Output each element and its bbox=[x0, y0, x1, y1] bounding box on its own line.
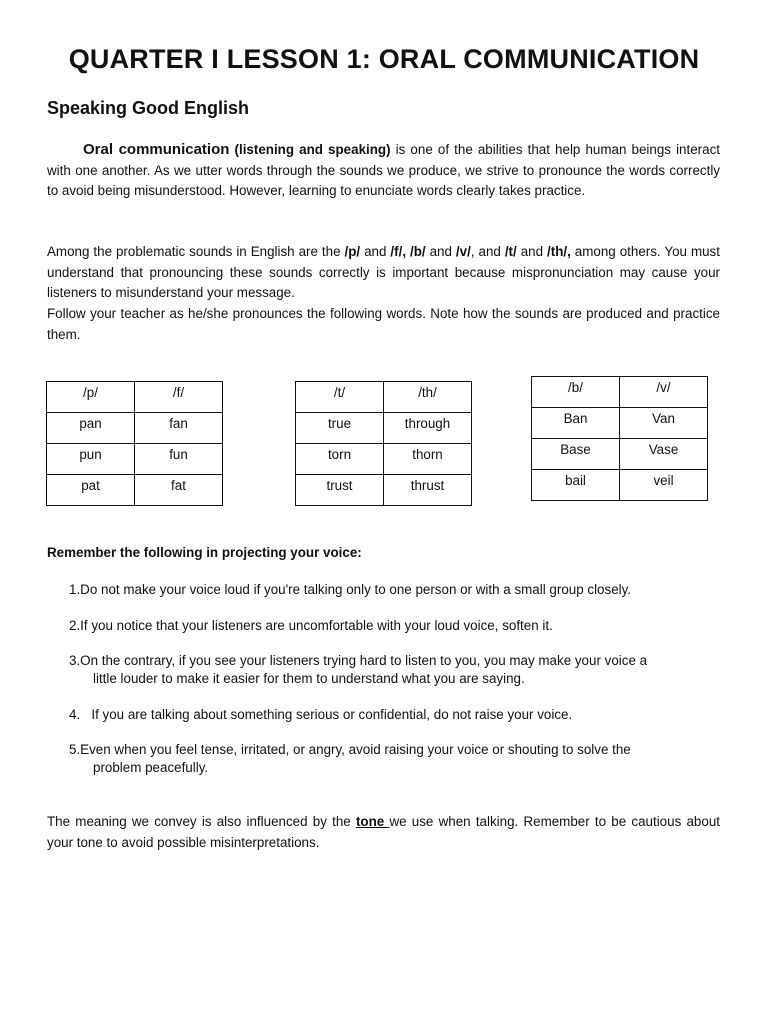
table-cell: torn bbox=[296, 444, 384, 475]
sound-table-t-th bbox=[295, 381, 472, 506]
table-cell: bail bbox=[532, 470, 620, 501]
tone-term: tone bbox=[355, 814, 390, 829]
table-header-cell: /v/ bbox=[620, 377, 708, 408]
table-cell: true bbox=[296, 413, 384, 444]
table-cell: pat bbox=[47, 475, 135, 506]
table-cell: fat bbox=[135, 475, 223, 506]
table-header-cell: /th/ bbox=[384, 382, 472, 413]
list-text: Even when you feel tense, irritated, or angry, avoid raising your voice or shouting to solve the bbox=[80, 742, 631, 757]
table-row bbox=[47, 475, 223, 506]
table-cell: through bbox=[384, 413, 472, 444]
table-row bbox=[532, 439, 708, 470]
table-cell: Van bbox=[620, 408, 708, 439]
section-heading: Speaking Good English bbox=[47, 98, 250, 118]
table-header-cell: /f/ bbox=[135, 382, 223, 413]
table-row bbox=[532, 408, 708, 439]
list-number: 3. bbox=[69, 653, 81, 668]
table-row bbox=[47, 413, 223, 444]
table-cell: Base bbox=[532, 439, 620, 470]
list-item bbox=[69, 581, 719, 599]
list-text-continued: little louder to make it easier for them to understand what you are saying. bbox=[93, 671, 525, 686]
tone-paragraph: The meaning we convey is also influenced by the tone we use when talking. Remember to be cautious about your tone to avoid possible misinterpretations. bbox=[47, 814, 720, 850]
sound-th: /th/, bbox=[547, 244, 571, 259]
list-number: 4. bbox=[69, 707, 81, 722]
list-item bbox=[69, 706, 719, 724]
table-cell: fan bbox=[135, 413, 223, 444]
list-item bbox=[69, 741, 719, 777]
list-text: If you are talking about something serious or confidential, do not raise your voice. bbox=[91, 707, 573, 722]
table-row bbox=[296, 413, 472, 444]
list-number: 5. bbox=[69, 742, 81, 757]
list-text: Do not make your voice loud if you're talking only to one person or with a small group closely. bbox=[80, 582, 632, 597]
sound-table-b-v bbox=[531, 376, 708, 501]
table-cell: Vase bbox=[620, 439, 708, 470]
list-number: 1. bbox=[69, 582, 81, 597]
table-cell: thrust bbox=[384, 475, 472, 506]
intro-paragraph bbox=[47, 140, 720, 202]
lead-term: Oral communication bbox=[83, 141, 230, 158]
sound-p: /p/ bbox=[344, 244, 361, 259]
table-cell: veil bbox=[620, 470, 708, 501]
list-item bbox=[69, 652, 719, 688]
table-cell: Ban bbox=[532, 408, 620, 439]
sounds-paragraph: Among the problematic sounds in English are the /p/ and /f/, /b/ and /v/, and /t/ and /th/, among others. You must understand that pronouncing these sounds correctly is important because mispronunciation may cause your listeners to misunderstand your message. bbox=[47, 244, 720, 301]
table-cell: trust bbox=[296, 475, 384, 506]
table-row bbox=[47, 444, 223, 475]
table-header-cell: /p/ bbox=[47, 382, 135, 413]
sound-v: /v/ bbox=[455, 244, 471, 259]
table-header-row bbox=[532, 377, 708, 408]
table-row bbox=[532, 470, 708, 501]
page-title: QUARTER I LESSON 1: ORAL COMMUNICATION bbox=[68, 44, 700, 74]
sound-t: /t/ bbox=[504, 244, 517, 259]
table-cell: pun bbox=[47, 444, 135, 475]
reminder-heading: Remember the following in projecting your voice: bbox=[47, 545, 362, 560]
intro-text: is one of the abilities that help human beings interact with one another. As we utter words through the sounds we produce, we strive to pronounce the words correctly to avoid being misunderstood. However, learning to enunciate words clearly takes practice. bbox=[47, 142, 720, 199]
table-header-cell: /b/ bbox=[532, 377, 620, 408]
list-text: If you notice that your listeners are uncomfortable with your loud voice, soften it. bbox=[80, 618, 553, 633]
instruction-paragraph: Follow your teacher as he/she pronounces the following words. Note how the sounds are produced and practice them. bbox=[47, 306, 720, 342]
list-text: On the contrary, if you see your listeners trying hard to listen to you, you may make your voice a bbox=[80, 653, 648, 668]
lead-parenthetical: (listening and speaking) bbox=[234, 142, 391, 157]
table-cell: pan bbox=[47, 413, 135, 444]
table-cell: thorn bbox=[384, 444, 472, 475]
table-header-row bbox=[47, 382, 223, 413]
list-text-continued: problem peacefully. bbox=[93, 760, 209, 775]
sound-f-b: /f/, /b/ bbox=[390, 244, 426, 259]
list-number: 2. bbox=[69, 618, 81, 633]
table-cell: fun bbox=[135, 444, 223, 475]
table-row bbox=[296, 444, 472, 475]
table-header-row bbox=[296, 382, 472, 413]
sound-table-p-f bbox=[46, 381, 223, 506]
table-header-cell: /t/ bbox=[296, 382, 384, 413]
list-item bbox=[69, 617, 719, 635]
table-row bbox=[296, 475, 472, 506]
